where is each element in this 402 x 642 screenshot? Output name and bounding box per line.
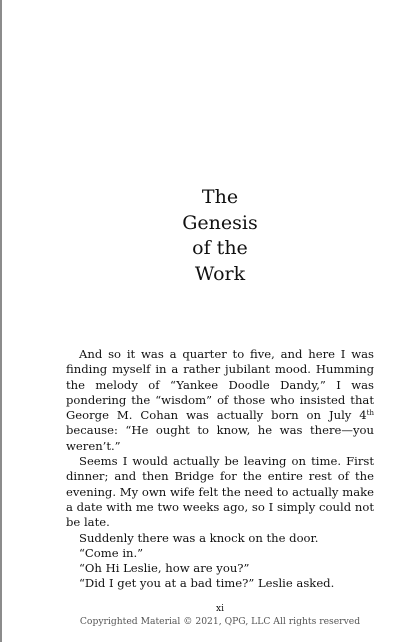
- paragraph-1-text-a: And so it was a quarter to five, and here I was finding myself in a rather jubilant mood. Humming the melody of “Yankee Doodle Dandy,” I was pondering the “wisdom” of those who insisted that George M. Cohan was actually born on July 4: [66, 347, 374, 423]
- title-line-2: Genesis: [182, 211, 258, 234]
- title-line-3: of the: [192, 237, 248, 259]
- page-edge-rule: [0, 0, 2, 642]
- paragraph-5: “Oh Hi Leslie, how are you?”: [79, 561, 250, 576]
- ordinal-superscript: th: [366, 409, 374, 418]
- paragraph-6: “Did I get you at a bad time?” Leslie asked.: [79, 576, 335, 591]
- copyright-notice: Copyrighted Material © 2021, QPG, LLC All rights reserved: [79, 616, 361, 627]
- title-line-4: Work: [194, 262, 246, 285]
- paragraph-3: Suddenly there was a knock on the door.: [79, 530, 319, 545]
- paragraph-2: Seems I would actually be leaving on time. First dinner; and then Bridge for the entire rest of the evening. My own wife felt the need to actually make a date with me two weeks ago, so I simply could not be late.: [66, 454, 374, 530]
- paragraph-1-text-b: because: “He ought to know, he was there—you weren’t.”: [66, 423, 374, 453]
- paragraph-1: [66, 347, 374, 454]
- paragraph-4: “Come in.”: [79, 545, 144, 560]
- title-line-1: The: [201, 186, 239, 208]
- page-number: xi: [216, 604, 224, 614]
- chapter-title: [120, 185, 320, 287]
- chapter-body: [66, 347, 374, 592]
